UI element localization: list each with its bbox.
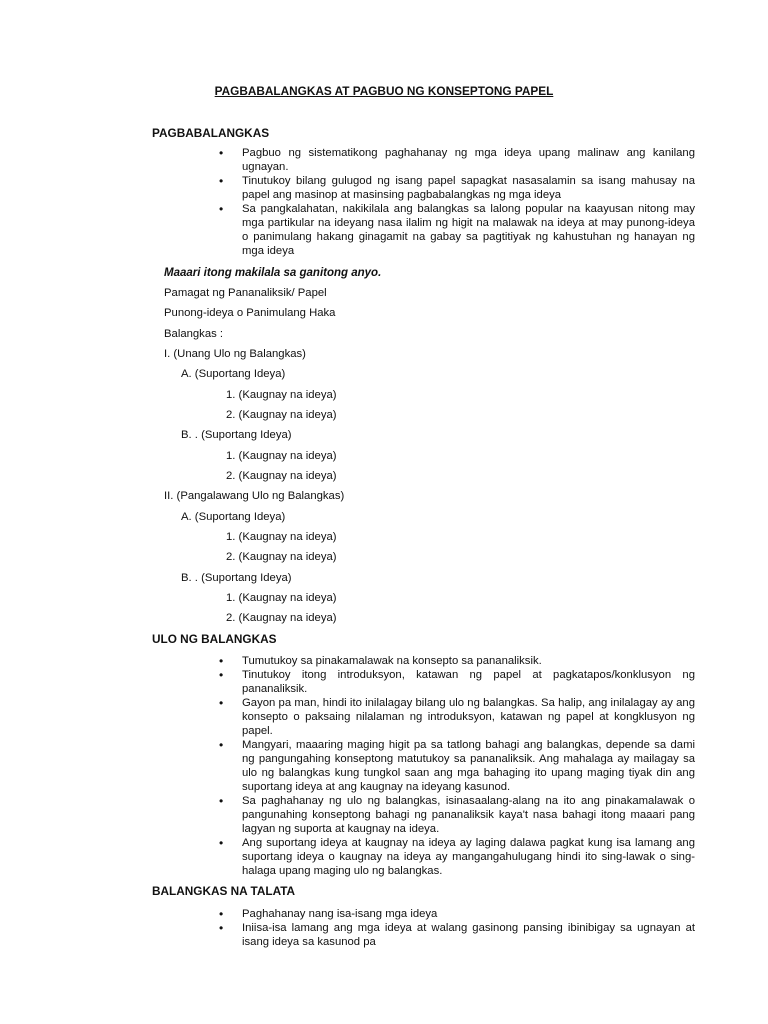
outline-line: I. (Unang Ulo ng Balangkas) bbox=[164, 348, 306, 360]
bullet-icon: • bbox=[219, 146, 224, 160]
outline-line: Pamagat ng Pananaliksik/ Papel bbox=[164, 287, 327, 299]
outline-line: II. (Pangalawang Ulo ng Balangkas) bbox=[164, 490, 345, 502]
outline-line: B. . (Suportang Ideya) bbox=[181, 429, 292, 441]
list-item: • Pagbuo ng sistematikong paghahanay ng mga ideya upang malinaw ang kanilang ugnayan. bbox=[219, 146, 695, 173]
bullet-icon: • bbox=[219, 696, 224, 710]
bullet-icon: • bbox=[219, 654, 224, 668]
outline-line: Punong-ideya o Panimulang Haka bbox=[164, 307, 336, 319]
outline-line: 2. (Kaugnay na ideya) bbox=[226, 612, 337, 624]
bullet-icon: • bbox=[219, 921, 224, 935]
bullet-icon: • bbox=[219, 738, 224, 752]
list-item: • Tinutukoy itong introduksyon, katawan ng papel at pagkatapos/konklusyon ng pananaliksik. bbox=[219, 668, 695, 695]
outline-line: A. (Suportang Ideya) bbox=[181, 368, 286, 380]
list-item: • Paghahanay nang isa-isang mga ideya bbox=[219, 907, 438, 921]
list-item: • Mangyari, maaaring maging higit pa sa tatlong bahagi ang balangkas, depende sa dami ng pangungahing konseptong matutukoy sa pananaliksik. Ang mahalaga ay mailagay sa ulo ng balangkas kung tungkol saan ang mga bahaging ito upang maging tiyak din ang suportang ideya at ang kaugnay na ideyang kasunod. bbox=[219, 738, 695, 793]
outline-line: 1. (Kaugnay na ideya) bbox=[226, 531, 337, 543]
outline-line: Balangkas : bbox=[164, 328, 224, 340]
list-item: • Gayon pa man, hindi ito inilalagay bilang ulo ng balangkas. Sa halip, ang inilalagay ay ang konsepto o paksaing nilalaman ng introduksyon, katawan ng papel at kongklusyon ng papel. bbox=[219, 696, 695, 737]
outline-line: 2. (Kaugnay na ideya) bbox=[226, 470, 337, 482]
example-note: Maaari itong makilala sa ganitong anyo. bbox=[164, 267, 382, 279]
bullet-list-ulo-ng-balangkas bbox=[216, 654, 695, 878]
list-item: • Tumutukoy sa pinakamalawak na konsepto sa pananaliksik. bbox=[219, 654, 542, 668]
list-item: • Ang suportang ideya at kaugnay na ideya ay laging dalawa pagkat kung isa lamang ang suportang ideya o kaugnay na ideya ay mangangahulugang hindi ito sing-lawak o sing-halaga upang maging ulo ng balangkas. bbox=[219, 836, 695, 877]
bullet-icon: • bbox=[219, 836, 224, 850]
outline-line: A. (Suportang Ideya) bbox=[181, 511, 286, 523]
bullet-icon: • bbox=[219, 202, 224, 216]
list-item: • Sa pangkalahatan, nakikilala ang balangkas sa lalong popular na kaayusan nitong may mga partikular na ideyang nasa ilalim ng higit na malawak na ideya at may punong-ideya o panimulang hakang ginagamit na gabay sa pagtitiyak ng kahustuhan ng hanayan ng mga ideya bbox=[219, 202, 695, 257]
list-item: • Tinutukoy bilang gulugod ng isang papel sapagkat nasasalamin sa isang mahusay na papel ang masinop at masinsing pagbabalangkas ng mga ideya bbox=[219, 174, 695, 201]
outline-line: 1. (Kaugnay na ideya) bbox=[226, 450, 337, 462]
outline-line: 1. (Kaugnay na ideya) bbox=[226, 592, 337, 604]
list-item: • Iniisa-isa lamang ang mga ideya at walang gasinong pansing ibinibigay sa ugnayan at isang ideya sa kasunod pa bbox=[219, 921, 695, 948]
section-heading-ulo-ng-balangkas: ULO NG BALANGKAS bbox=[152, 632, 277, 646]
bullet-icon: • bbox=[219, 668, 224, 682]
list-item: • Sa paghahanay ng ulo ng balangkas, isinasaalang-alang na ito ang pinakamalawak o pangunahing konseptong bahagi ng pananaliksik kaya't nasa bahagi itong maaari pang lagyan ng suporta at kaugnay na ideya. bbox=[219, 794, 695, 835]
outline-line: B. . (Suportang Ideya) bbox=[181, 572, 292, 584]
bullet-icon: • bbox=[219, 794, 224, 808]
bullet-icon: • bbox=[219, 907, 224, 921]
outline-line: 2. (Kaugnay na ideya) bbox=[226, 551, 337, 563]
bullet-list-pagbabalangkas bbox=[216, 146, 695, 258]
section-heading-balangkas-na-talata: BALANGKAS NA TALATA bbox=[152, 884, 296, 898]
bullet-icon: • bbox=[219, 174, 224, 188]
section-heading-pagbabalangkas: PAGBABALANGKAS bbox=[152, 126, 270, 140]
outline-line: 2. (Kaugnay na ideya) bbox=[226, 409, 337, 421]
document-title: PAGBABALANGKAS AT PAGBUO NG KONSEPTONG PAPEL bbox=[214, 84, 554, 98]
bullet-list-balangkas-na-talata bbox=[216, 907, 695, 949]
outline-line: 1. (Kaugnay na ideya) bbox=[226, 389, 337, 401]
